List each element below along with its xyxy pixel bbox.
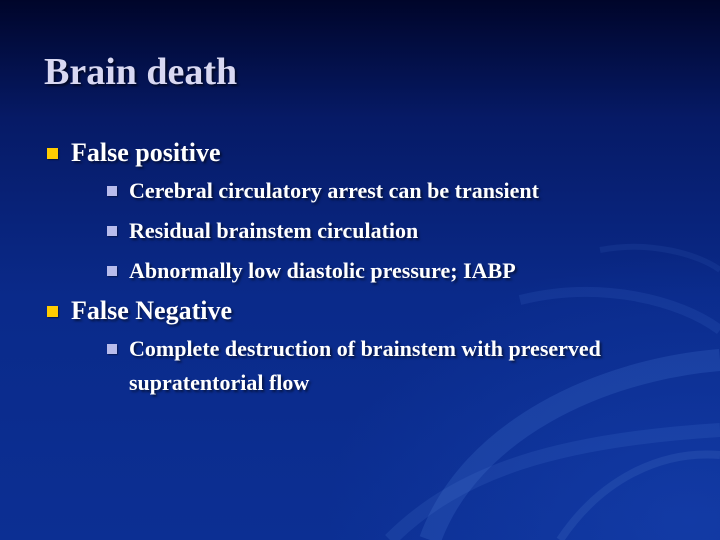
square-bullet-icon	[107, 226, 117, 236]
bullet-list	[44, 136, 684, 400]
sub-bullet-text: Abnormally low diastolic pressure; IABP	[129, 258, 516, 283]
sub-bullet-text: Complete destruction of brainstem with preserved supratentorial flow	[129, 336, 601, 395]
sub-bullet-item	[105, 214, 684, 248]
square-bullet-icon	[107, 266, 117, 276]
sub-bullet-item	[105, 332, 649, 400]
sub-bullet-item	[105, 174, 684, 208]
square-bullet-icon	[47, 306, 58, 317]
sub-bullet-text: Residual brainstem circulation	[129, 218, 419, 243]
sub-bullet-list	[71, 174, 684, 288]
square-bullet-icon	[107, 344, 117, 354]
square-bullet-icon	[47, 148, 58, 159]
sub-bullet-item	[105, 254, 684, 288]
bullet-text: False Negative	[71, 296, 233, 325]
square-bullet-icon	[107, 186, 117, 196]
bullet-false-negative	[44, 294, 684, 400]
slide-title: Brain death	[44, 51, 238, 93]
bullet-false-positive	[44, 136, 684, 288]
bullet-text: False positive	[71, 138, 221, 167]
sub-bullet-list	[71, 332, 684, 400]
sub-bullet-text: Cerebral circulatory arrest can be transient	[129, 178, 539, 203]
